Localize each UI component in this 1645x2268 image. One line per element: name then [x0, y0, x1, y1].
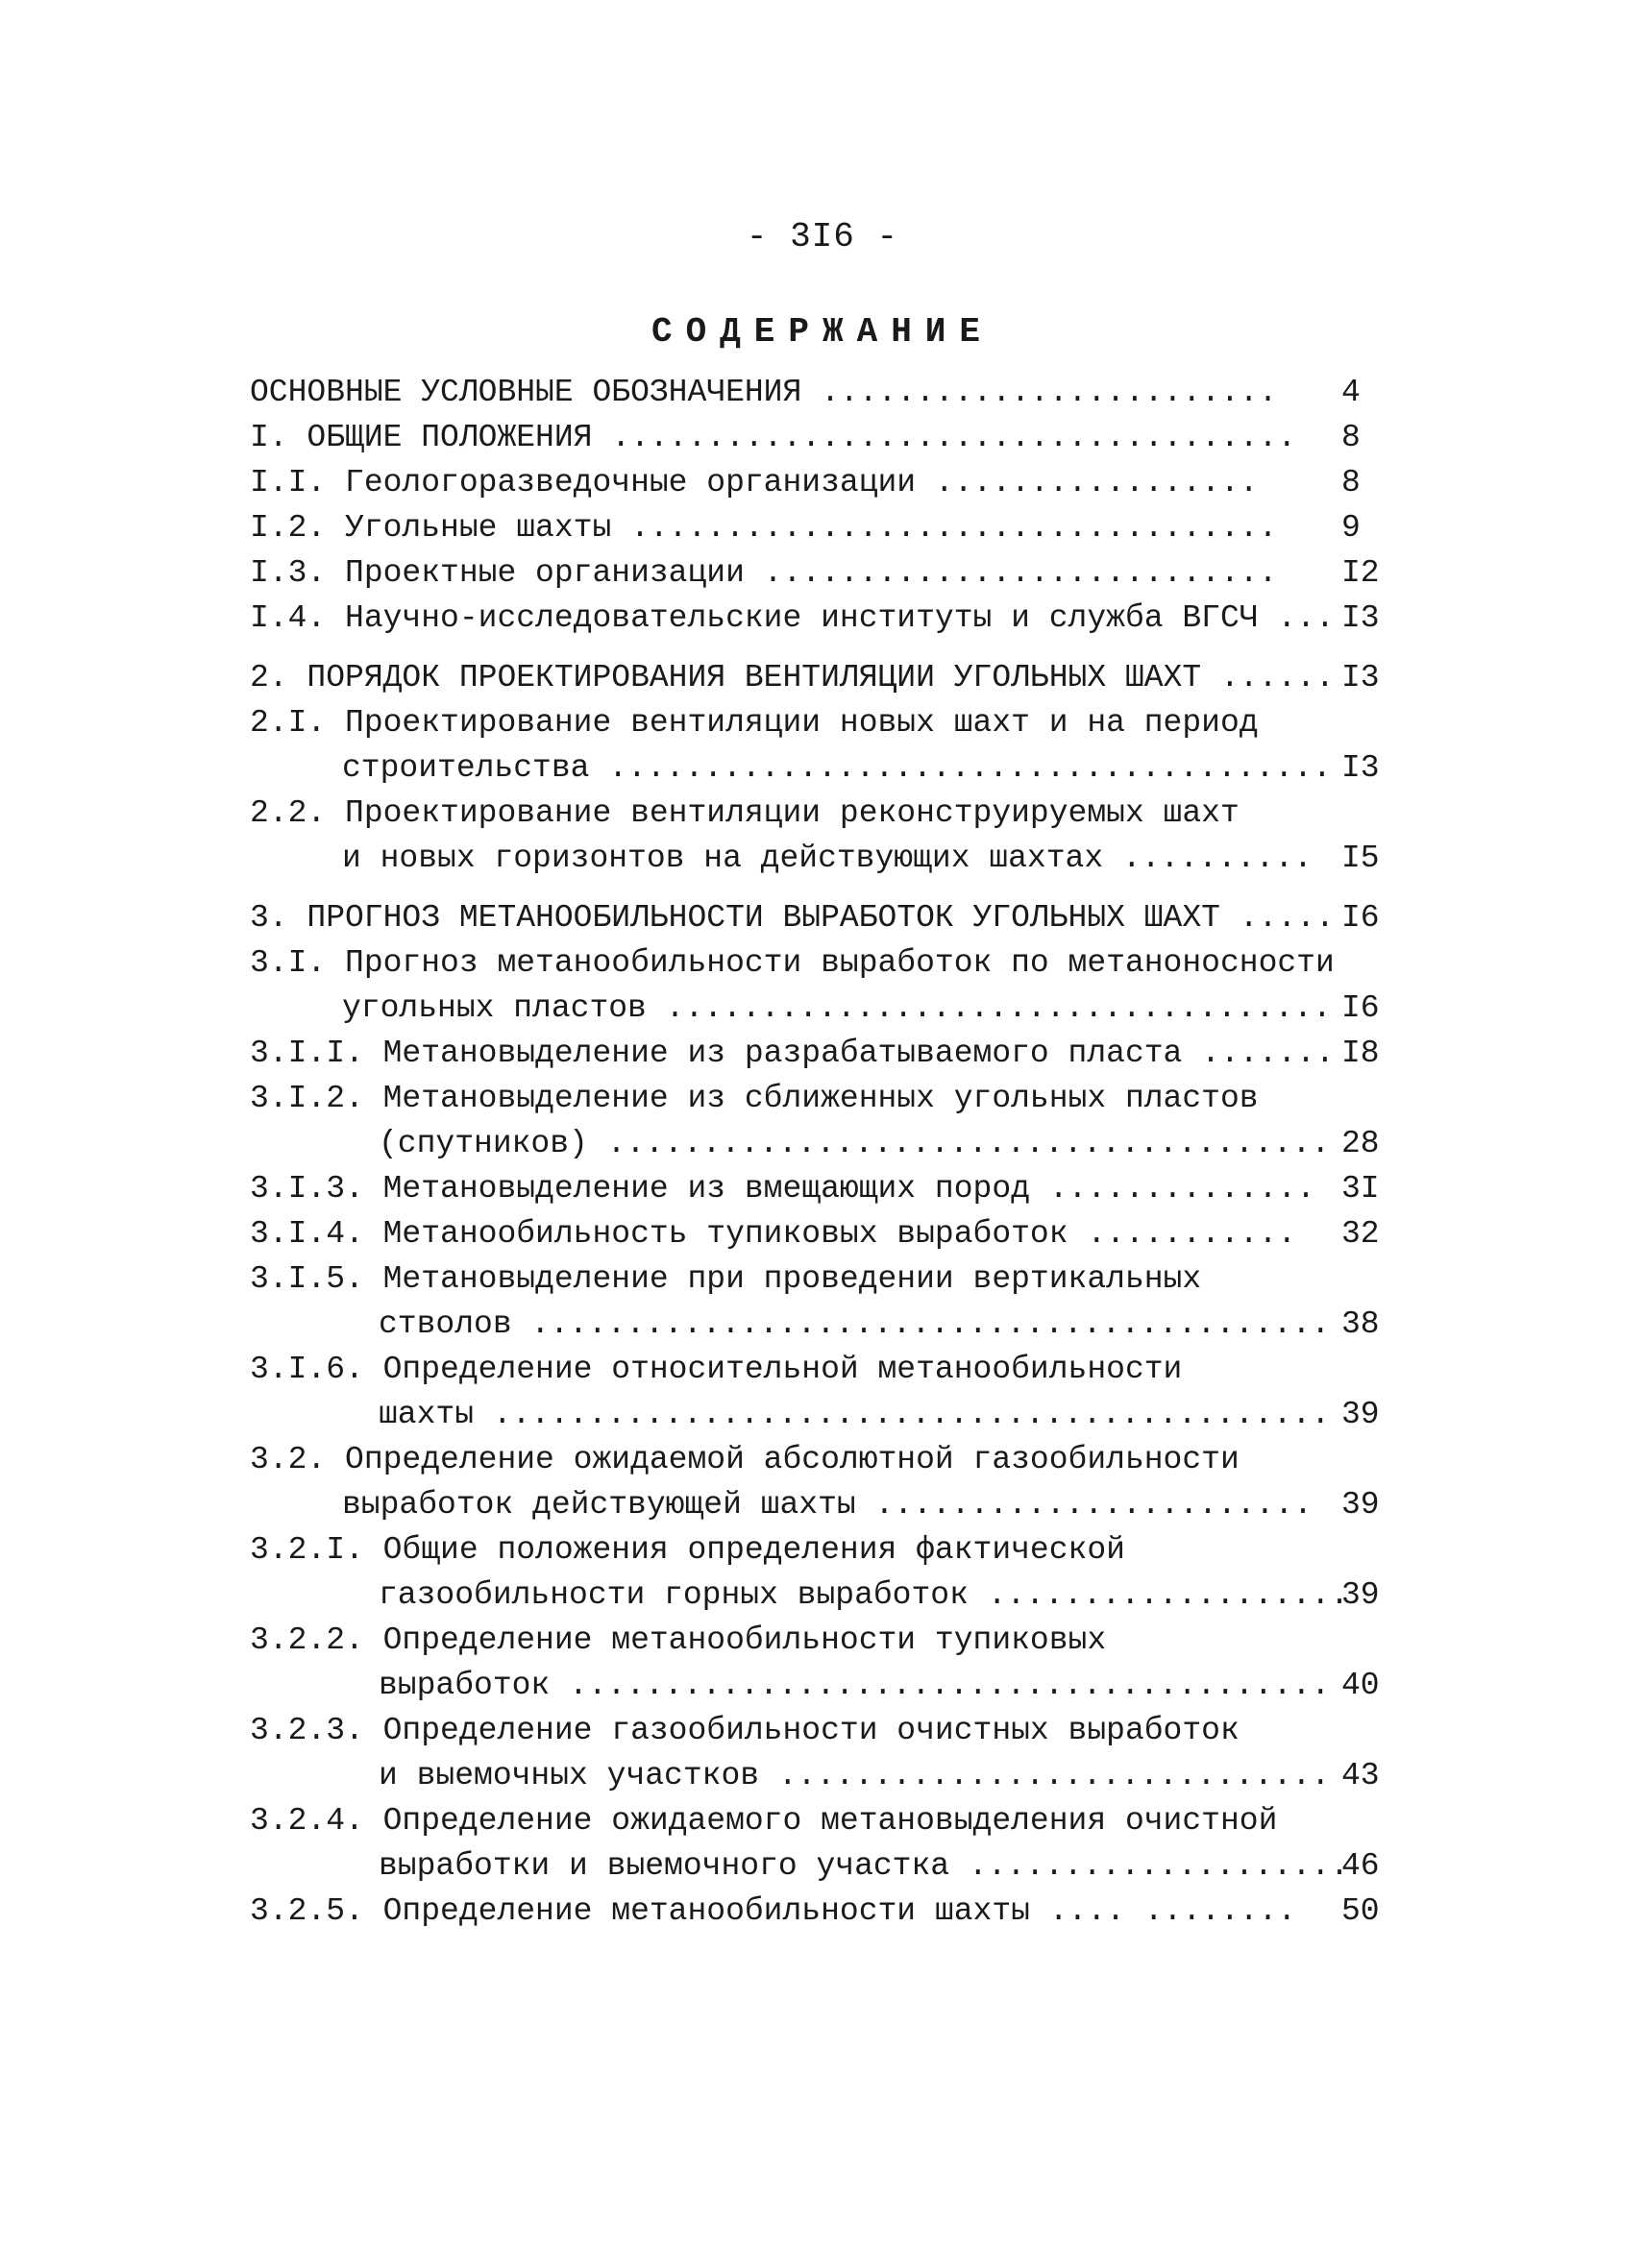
- toc-entry: [0, 700, 1645, 745]
- toc-entry-text: стволов ..........................................: [379, 1306, 1331, 1342]
- toc-entry-page: 3I: [1341, 1171, 1380, 1207]
- toc-entry: [0, 1753, 1645, 1798]
- toc-entry-text: 3. ПРОГНОЗ МЕТАНООБИЛЬНОСТИ ВЫРАБОТОК УГОЛЬНЫХ ШАХТ .....: [250, 900, 1335, 936]
- toc-entry-page: I3: [1341, 600, 1380, 636]
- toc-entry: [0, 1121, 1645, 1166]
- toc-entry-text: газообильности горных выработок ...................: [379, 1577, 1349, 1613]
- toc-entry-text: I.4. Научно-исследовательские институты и служба ВГСЧ ...: [250, 600, 1335, 636]
- toc-entry-text: 2.2. Проектирование вентиляции реконструируемых шахт: [250, 795, 1240, 831]
- toc-entry-text: и новых горизонтов на действующих шахтах ..........: [342, 841, 1313, 876]
- toc-entry: [0, 1843, 1645, 1889]
- toc-entry-page: I2: [1341, 555, 1380, 591]
- toc-entry-text: выработок ........................................: [379, 1668, 1331, 1703]
- toc-entry: [0, 1663, 1645, 1708]
- toc-entry: [0, 1437, 1645, 1482]
- toc-entry-page: 28: [1341, 1126, 1380, 1161]
- toc-entry-page: 39: [1341, 1577, 1380, 1613]
- toc-entry: [0, 1256, 1645, 1302]
- toc-entry-page: 46: [1341, 1848, 1380, 1884]
- toc-entry: [0, 940, 1645, 986]
- toc-entry: [0, 1708, 1645, 1753]
- toc-entry-text: и выемочных участков .............................: [379, 1758, 1331, 1793]
- toc-entry-text: выработки и выемочного участка ....................: [379, 1848, 1349, 1884]
- toc-entry-text: 2.I. Проектирование вентиляции новых шахт и на период: [250, 705, 1259, 741]
- toc-entry: [0, 415, 1645, 460]
- toc-entry-text: 3.2.4. Определение ожидаемого метановыделения очистной: [250, 1803, 1278, 1839]
- toc-entry: [0, 1527, 1645, 1573]
- toc-entry-text: 3.I.5. Метановыделение при проведении вертикальных: [250, 1261, 1202, 1297]
- toc-entry-text: 3.I.2. Метановыделение из сближенных угольных пластов: [250, 1081, 1259, 1116]
- toc-entry-text: 3.2. Определение ожидаемой абсолютной газообильности: [250, 1442, 1240, 1477]
- toc-entry-text: I.I. Геологоразведочные организации .................: [250, 465, 1259, 500]
- toc-entry-page: I8: [1341, 1036, 1380, 1071]
- toc-entry-text: I.3. Проектные организации ...........................: [250, 555, 1278, 591]
- toc-entry: [0, 550, 1645, 596]
- toc-entry: [0, 1076, 1645, 1121]
- toc-entry-text: 3.I.I. Метановыделение из разрабатываемого пласта .......: [250, 1036, 1335, 1071]
- toc-entry-page: 9: [1341, 510, 1361, 546]
- toc-entry-text: 3.I.4. Метанообильность тупиковых выработок ...........: [250, 1216, 1297, 1252]
- toc-entry-page: 50: [1341, 1893, 1380, 1929]
- toc-entry-text: 2. ПОРЯДОК ПРОЕКТИРОВАНИЯ ВЕНТИЛЯЦИИ УГОЛЬНЫХ ШАХТ ......: [250, 660, 1335, 695]
- toc-entry-page: 8: [1341, 420, 1361, 455]
- toc-entry: [0, 1166, 1645, 1211]
- toc-entry: [0, 895, 1645, 940]
- toc-entry: [0, 370, 1645, 415]
- toc-entry-text: ОСНОВНЫЕ УСЛОВНЫЕ ОБОЗНАЧЕНИЯ ........................: [250, 375, 1278, 410]
- toc-entry: [0, 505, 1645, 550]
- toc-entry: [0, 1031, 1645, 1076]
- toc-entry: [0, 1211, 1645, 1256]
- toc-entry-page: I3: [1341, 660, 1380, 695]
- toc-entry-text: 3.I.6. Определение относительной метанообильности: [250, 1352, 1183, 1387]
- toc-entry-page: 43: [1341, 1758, 1380, 1793]
- toc-entry-text: строительства ......................................: [342, 750, 1332, 786]
- toc-entry-page: 38: [1341, 1306, 1380, 1342]
- toc-entry-page: 4: [1341, 375, 1361, 410]
- toc-entry: [0, 1889, 1645, 1934]
- toc-entry: [0, 836, 1645, 881]
- toc-entry: [0, 596, 1645, 641]
- toc-entry-page: 32: [1341, 1216, 1380, 1252]
- toc-entry: [0, 986, 1645, 1031]
- toc-entry-text: 3.I.3. Метановыделение из вмещающих пород ..............: [250, 1171, 1315, 1207]
- toc-entry-text: 3.2.5. Определение метанообильности шахты .... ........: [250, 1893, 1297, 1929]
- toc-entry: [0, 1573, 1645, 1618]
- toc-entry-text: 3.2.2. Определение метанообильности тупиковых: [250, 1622, 1107, 1658]
- toc-entry-page: 8: [1341, 465, 1361, 500]
- toc-entry-page: 39: [1341, 1397, 1380, 1432]
- table-of-contents: [0, 370, 1645, 1934]
- toc-entry: [0, 1392, 1645, 1437]
- toc-entry: [0, 745, 1645, 791]
- page-number: - 3I6 -: [746, 217, 899, 256]
- toc-entry-page: I5: [1341, 841, 1380, 876]
- toc-entry: [0, 1482, 1645, 1527]
- toc-entry-text: (спутников) ......................................: [379, 1126, 1331, 1161]
- toc-entry-text: 3.2.I. Общие положения определения фактической: [250, 1532, 1125, 1568]
- toc-entry-page: 40: [1341, 1668, 1380, 1703]
- toc-title: СОДЕРЖАНИЕ: [651, 312, 994, 352]
- toc-entry-text: I.2. Угольные шахты ..................................: [250, 510, 1278, 546]
- toc-entry-text: выработок действующей шахты .......................: [342, 1487, 1313, 1523]
- toc-entry-text: I. ОБЩИЕ ПОЛОЖЕНИЯ ....................................: [250, 420, 1297, 455]
- toc-entry-text: 3.I. Прогноз метанообильности выработок по метаноносности: [250, 945, 1335, 981]
- toc-entry: [0, 460, 1645, 505]
- toc-entry-text: 3.2.3. Определение газообильности очистных выработок: [250, 1713, 1240, 1748]
- toc-entry: [0, 1618, 1645, 1663]
- toc-entry-page: I6: [1341, 990, 1380, 1026]
- toc-entry: [0, 1347, 1645, 1392]
- toc-entry: [0, 791, 1645, 836]
- toc-entry-text: угольных пластов ...................................: [342, 990, 1332, 1026]
- toc-entry: [0, 655, 1645, 700]
- toc-entry-page: I3: [1341, 750, 1380, 786]
- toc-entry: [0, 1302, 1645, 1347]
- toc-entry: [0, 1798, 1645, 1843]
- toc-entry-page: I6: [1341, 900, 1380, 936]
- toc-entry-text: шахты ............................................: [379, 1397, 1331, 1432]
- toc-entry-page: 39: [1341, 1487, 1380, 1523]
